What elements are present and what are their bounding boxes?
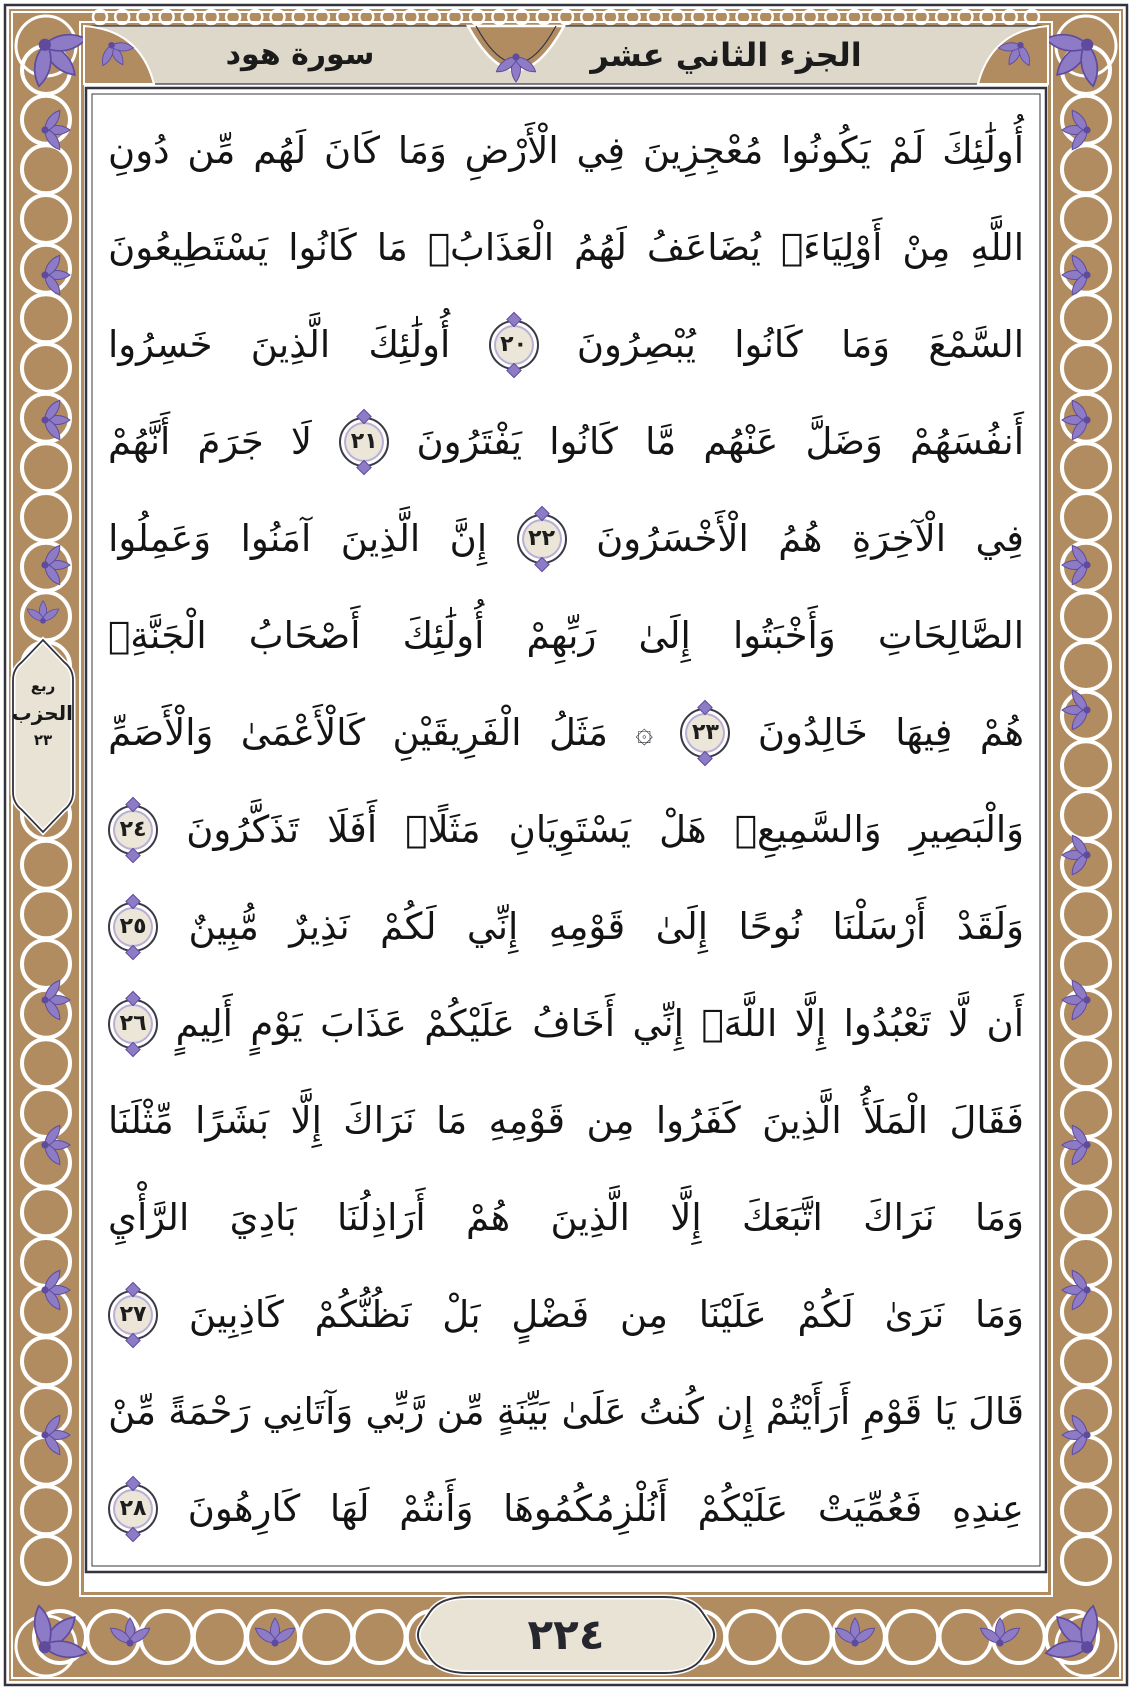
quran-word: اللَّهِ (970, 226, 1024, 269)
hizb-marker-word-rub: ربع (30, 677, 56, 695)
quran-line (108, 1363, 1024, 1460)
quran-word: إِنِّي (632, 1002, 684, 1045)
quran-word: مِن (586, 1099, 635, 1142)
quran-word: تَعْبُدُوا (843, 1002, 931, 1045)
quran-word: قَوْمِهِ (548, 905, 626, 948)
quran-word: بَشَرًا (195, 1099, 270, 1142)
verse-number-marker (108, 1290, 158, 1340)
quran-word: مِنْ (902, 226, 951, 269)
verse-number-marker (517, 514, 567, 564)
verse-number: ٢٧ (119, 1301, 147, 1327)
quran-word: أَنَّهُمْ (108, 420, 171, 463)
quran-word: مِّنْ (108, 1390, 157, 1433)
quran-word: فِيهَا (895, 711, 953, 754)
quran-word: الْأَخْسَرُونَ (596, 517, 749, 560)
quran-word: لَّا (947, 1002, 970, 1045)
quran-line (108, 587, 1024, 684)
verse-number-marker (339, 417, 389, 467)
quran-word: يُضَاعَفُ (646, 226, 761, 269)
quran-word: أَنُلْزِمُكُمُوهَا (503, 1487, 668, 1530)
quran-word: أَرَأَيْتُمْ (765, 1390, 851, 1433)
quran-word: الَّذِينَ (250, 323, 331, 366)
quran-word: يَوْمٍ (250, 1002, 303, 1045)
quran-word: عَلَيْكُمْ (424, 1002, 515, 1045)
quran-word: كَالْأَعْمَىٰ (240, 711, 366, 754)
quran-word: وَلَقَدْ (956, 905, 1024, 948)
quran-word: عَلَىٰ (561, 1390, 627, 1433)
quran-word: لَا (290, 420, 313, 463)
quran-word: نَرَاكَ (863, 1196, 935, 1239)
quran-word: إِلَّا (670, 1196, 702, 1239)
verse-number-marker (108, 805, 158, 855)
quran-word: قَوْمِ (862, 1390, 923, 1433)
quran-word: قَالَ (968, 1390, 1024, 1433)
quran-word: عَلَيْكُمْ (697, 1487, 789, 1530)
verse-number-marker (680, 708, 730, 758)
quran-word: نَذِيرٌ (289, 905, 350, 948)
quran-word: نَظُنُّكُمْ (314, 1293, 412, 1336)
quran-word: لَكُمْ (797, 1293, 854, 1336)
quran-word: نُوحًا (738, 905, 803, 948)
quran-word: وَعَمِلُوا (108, 517, 212, 560)
quran-word: أَرْسَلْنَا (832, 905, 927, 948)
quran-word: الْعَذَابُۚ (427, 226, 554, 269)
quran-line (108, 1072, 1024, 1169)
quran-word: عَنْهُم (703, 420, 779, 463)
quran-word: السَّمْعَ (928, 323, 1024, 366)
quran-line (108, 1460, 1024, 1557)
quran-word: نَرَاكَ (343, 1099, 415, 1142)
quran-word: وَالْأَصَمِّ (108, 711, 214, 754)
quran-word: الَّذِينَ (762, 1099, 842, 1142)
quran-word: وَمَا (975, 1293, 1024, 1336)
quran-word: خَالِدُونَ (757, 711, 868, 754)
quran-word: فِي (975, 517, 1024, 560)
quran-word: رَّبِّي (365, 1390, 425, 1433)
quran-word: كُنتُ (638, 1390, 704, 1433)
quran-word: لَهُم (253, 129, 307, 172)
quran-line (108, 490, 1024, 587)
quran-word: رَبِّهِمْ (526, 614, 597, 657)
quran-word: وَالْبَصِيرِ (909, 808, 1024, 851)
verse-number-marker (108, 1484, 158, 1534)
quran-word: بَلْ (442, 1293, 481, 1336)
juz-title: الجزء الثاني عشر (590, 36, 862, 74)
quran-word: عَلَيْنَا (698, 1293, 767, 1336)
quran-word: وَضَلَّ (805, 420, 883, 463)
verse-number: ٢٠ (500, 331, 527, 357)
quran-word: الرَّأْيِ (108, 1196, 190, 1239)
quran-word: مُّبِينٌ (188, 905, 259, 948)
quran-word: الْجَنَّةِۖ (108, 614, 207, 657)
quran-word: لَمْ (888, 129, 925, 172)
hizb-marker-word-hizb: الحزب (11, 701, 73, 725)
quran-word: آمَنُوا (240, 517, 312, 560)
quran-word: الْفَرِيقَيْنِ (392, 711, 522, 754)
quran-word: أُولَٰئِكَ (942, 129, 1024, 172)
quran-word: أَوْلِيَاءَۘ (780, 226, 883, 269)
quran-word: وَالسَّمِيعِۚ (734, 808, 882, 851)
quran-line (108, 393, 1024, 490)
quran-line (108, 199, 1024, 296)
quran-word: جَرَمَ (197, 420, 264, 463)
quran-line (108, 1266, 1024, 1363)
quran-word: إِن (716, 1390, 754, 1433)
quran-word: اللَّهَۖ (701, 1002, 778, 1045)
quran-word: اتَّبَعَكَ (742, 1196, 823, 1239)
quran-word: فَضْلٍ (511, 1293, 590, 1336)
quran-word: يَفْتَرُونَ (416, 420, 523, 463)
quran-word: يَسْتَوِيَانِ (508, 808, 631, 851)
quran-word: كَفَرُوا (655, 1099, 741, 1142)
quran-word: أُولَٰئِكَ (402, 614, 485, 657)
verse-number: ٢٥ (119, 913, 147, 939)
quran-word: الَّذِينَ (550, 1196, 630, 1239)
verse-number-marker (108, 999, 158, 1049)
quran-word: وَآتَانِي (262, 1390, 354, 1433)
quran-word: فَقَالَ (949, 1099, 1024, 1142)
quran-word: إِلَىٰ (655, 905, 709, 948)
verse-number-marker (489, 320, 539, 370)
quran-word: أَصْحَابُ (248, 614, 361, 657)
rub-el-hizb-icon: ۞ (635, 715, 654, 750)
quran-word: يَكُونُوا (781, 129, 871, 172)
quran-word: الْآخِرَةِ (851, 517, 946, 560)
quran-word: إِنَّ (449, 517, 488, 560)
quran-word: أَفَلَا (327, 808, 378, 851)
quran-line (108, 878, 1024, 975)
quran-word: كَانُوا (288, 226, 357, 269)
quran-word: مِّن (436, 1390, 485, 1433)
verse-number: ٢٢ (528, 525, 556, 551)
quran-line (108, 975, 1024, 1072)
quran-word: مُعْجِزِينَ (642, 129, 764, 172)
quran-word: كَاذِبِينَ (188, 1293, 284, 1336)
verse-number-marker (108, 902, 158, 952)
quran-word: إِنِّي (466, 905, 519, 948)
page-number: ٢٢٤ (527, 1610, 605, 1659)
quran-word: أَن (986, 1002, 1024, 1045)
quran-word: مِّثْلَنَا (108, 1099, 174, 1142)
quran-word: إِلَّا (794, 1002, 827, 1045)
quran-word: وَمَا (397, 129, 447, 172)
quran-word: أَنفُسَهُمْ (910, 420, 1024, 463)
hizb-marker-number: ٢٣ (33, 731, 53, 749)
quran-word: لَكُمْ (380, 905, 437, 948)
quran-word: الْأَرْضِ (464, 129, 559, 172)
quran-word: مِّن (187, 129, 236, 172)
quran-word: بَادِيَ (229, 1196, 297, 1239)
quran-word: يَا (934, 1390, 956, 1433)
quran-word: لَهُمُ (573, 226, 627, 269)
quran-word: عِندِهِ (951, 1487, 1024, 1530)
quran-word: هَلْ (659, 808, 707, 851)
quran-word: مَا (376, 226, 408, 269)
verse-number: ٢٦ (119, 1010, 147, 1036)
quran-word: فَعُمِّيَتْ (817, 1487, 923, 1530)
quran-word: الَّذِينَ (340, 517, 421, 560)
quran-text-panel (94, 96, 1038, 1566)
quran-word: وَأَنتُمْ (399, 1487, 474, 1530)
verse-number: ٢٣ (692, 719, 719, 745)
quran-word: أَرَاذِلُنَا (336, 1196, 426, 1239)
quran-word: فِي (576, 129, 626, 172)
quran-word: مَثَلًاۚ (405, 808, 481, 851)
quran-word: يَسْتَطِيعُونَ (108, 226, 269, 269)
quran-word: نَرَىٰ (884, 1293, 945, 1336)
quran-word: إِلَّا (290, 1099, 322, 1142)
quran-word: هُمْ (979, 711, 1024, 754)
quran-word: قَوْمِهِ (488, 1099, 566, 1142)
quran-word: وَمَا (975, 1196, 1024, 1239)
surah-title: سورة هود (225, 37, 375, 72)
quran-line (108, 781, 1024, 878)
quran-word: يُبْصِرُونَ (576, 323, 696, 366)
quran-word: مِن (619, 1293, 668, 1336)
quran-word: كَانَ (323, 129, 381, 172)
quran-word: وَأَخْبَتُوا (732, 614, 836, 657)
quran-word: خَسِرُوا (108, 323, 213, 366)
quran-word: تَذَكَّرُونَ (186, 808, 299, 851)
quran-word: بَيِّنَةٍ (496, 1390, 550, 1433)
quran-word: كَارِهُونَ (187, 1487, 301, 1530)
verse-number: ٢٨ (119, 1495, 147, 1521)
quran-word: الْمَلَأُ (863, 1099, 929, 1142)
quran-word: مَثَلُ (549, 711, 609, 754)
quran-word: أَخَافُ (532, 1002, 616, 1045)
quran-word: كَانُوا (734, 323, 803, 366)
quran-word: هُمْ (465, 1196, 511, 1239)
quran-word: وَمَا (841, 323, 891, 366)
quran-word: الصَّالِحَاتِ (877, 614, 1024, 657)
quran-word: دُونِ (108, 129, 170, 172)
quran-word: إِلَىٰ (638, 614, 691, 657)
quran-word: عَذَابَ (320, 1002, 407, 1045)
hizb-quarter-marker (13, 674, 73, 752)
quran-line (108, 296, 1024, 393)
quran-word: كَانُوا (549, 420, 618, 463)
quran-word: لَهَا (329, 1487, 370, 1530)
verse-number: ٢١ (350, 428, 378, 454)
quran-word: هُمُ (778, 517, 823, 560)
quran-word: مَا (436, 1099, 468, 1142)
quran-word: أُولَٰئِكَ (368, 323, 451, 366)
quran-line (108, 684, 1024, 781)
quran-line (108, 102, 1024, 199)
verse-number: ٢٤ (119, 816, 147, 842)
quran-word: رَحْمَةً (168, 1390, 251, 1433)
quran-line (108, 1169, 1024, 1266)
quran-word: مَّا (645, 420, 677, 463)
quran-word: أَلِيمٍ (175, 1002, 233, 1045)
